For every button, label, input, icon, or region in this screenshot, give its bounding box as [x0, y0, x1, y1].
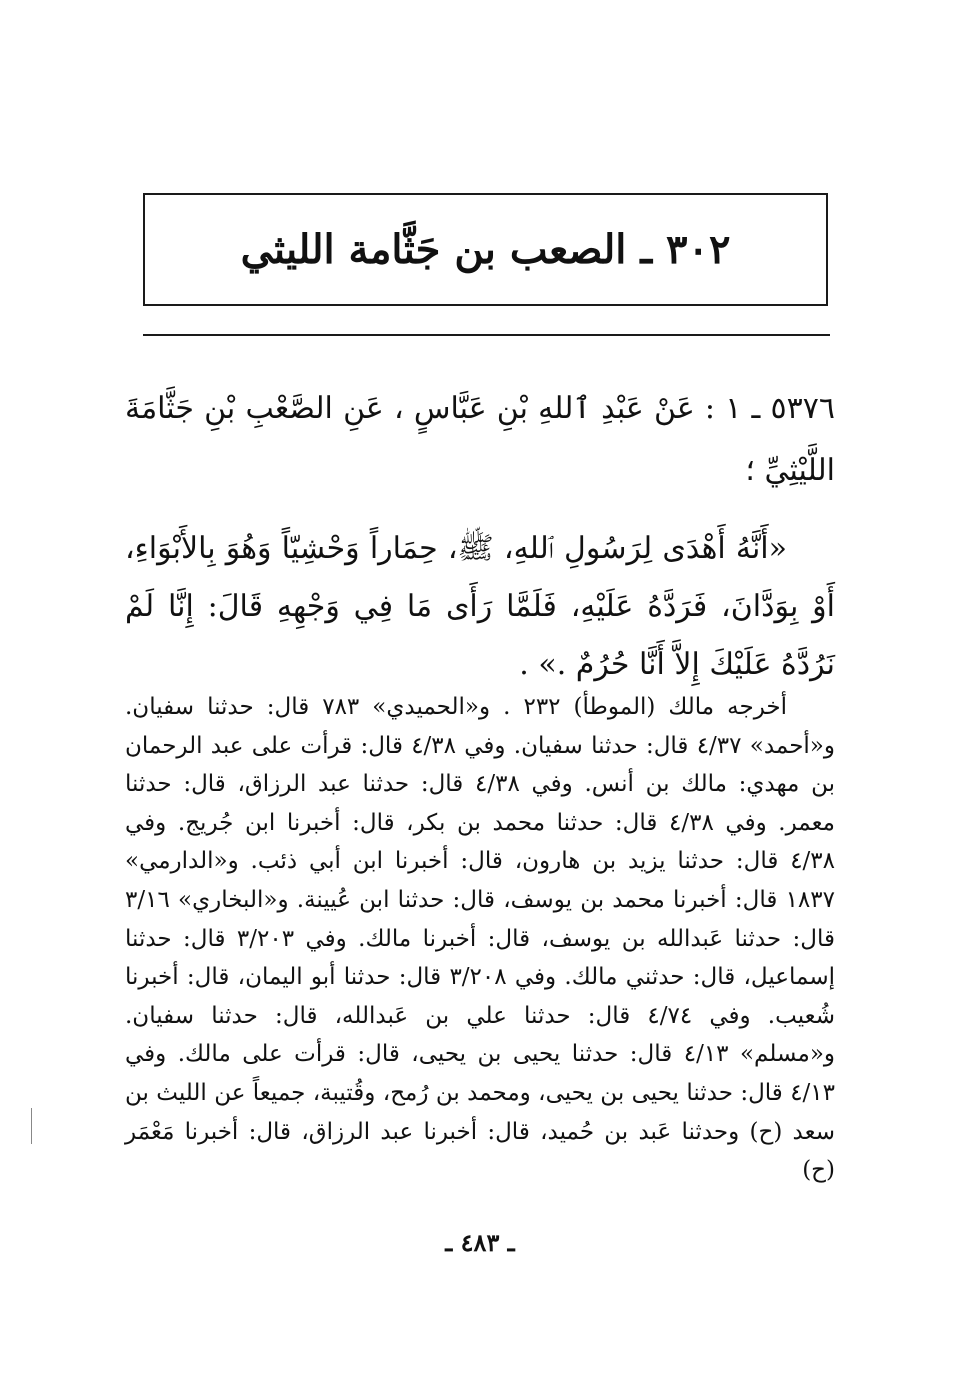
hadith-text: «أَنَّهُ أَهْدَى لِرَسُولِ ٱللهِ، ﷺ، حِمَاراً وَحْشِيّاً وَهُوَ بِالأَبْوَاءِ، أَوْ بِوَدَّانَ، فَرَدَّهُ عَلَيْهِ، فَلَمَّا رَأَى مَا فِي وَجْهِهِ قَالَ: إِنَّا لَمْ نَرُدَّهُ عَلَيْكَ إِلاَّ أَنَّا حُرُمٌ .» . [125, 531, 835, 682]
page-number: ـ ٤٨٣ ـ [445, 1228, 515, 1257]
chapter-title: ٣٠٢ ـ الصعب بن جَثَّامة الليثي [240, 225, 731, 273]
title-divider [143, 334, 830, 336]
hadith-block [125, 378, 835, 694]
hadith-chain: ٥٣٧٦ ـ ١ : عَنْ عَبْدِ ٱللهِ بْنِ عَبَّاسٍ ، عَنِ الصَّعْبِ بْنِ جَثَّامَةَ اللَّيْثِيِّ ؛ [125, 391, 835, 488]
takhrij-text: أخرجه مالك (الموطأ) ٢٣٢ . و«الحميدي» ٧٨٣ قال: حدثنا سفيان. و«أحمد» ٤/٣٧ قال: حدثنا سفيان. وفي ٤/٣٨ قال: قرأت على عبد الرحمان بن مهدي: مالك بن أنس. وفي ٤/٣٨ قال: حدثنا عبد الرزاق، قال: حدثنا معمر. وفي ٤/٣٨ قال: حدثنا محمد بن بكر، قال: أخبرنا ابن جُريج. وفي ٤/٣٨ قال: حدثنا يزيد بن هارون، قال: أخبرنا ابن أبي ذئب. و«الدارمي» ١٨٣٧ قال: أخبرنا محمد بن يوسف، قال: حدثنا ابن عُيينة. و«البخاري» ٣/١٦ قال: حدثنا عَبدالله بن يوسف، قال: أخبرنا مالك. وفي ٣/٢٠٣ قال: حدثنا إسماعيل، قال: حدثني مالك. وفي ٣/٢٠٨ قال: حدثنا أبو اليمان، قال: أخبرنا شُعيب. وفي ٤/٧٤ قال: حدثنا علي بن عَبدالله، قال: حدثنا سفيان. و«مسلم» ٤/١٣ قال: حدثنا يحيى بن يحيى، قال: قرأت على مالك. وفي ٤/١٣ قال: حدثنا يحيى بن يحيى، ومحمد بن رُمح، وقُتيبة، جميعاً عن الليث بن سعد (ح) وحدثنا عَبد بن حُميد، قال: أخبرنا عبد الرزاق، قال: أخبرنا مَعْمَر (ح) [125, 694, 836, 1184]
chapter-title-box [143, 193, 828, 306]
margin-mark [31, 1108, 32, 1144]
takhrij-block [125, 688, 835, 1190]
